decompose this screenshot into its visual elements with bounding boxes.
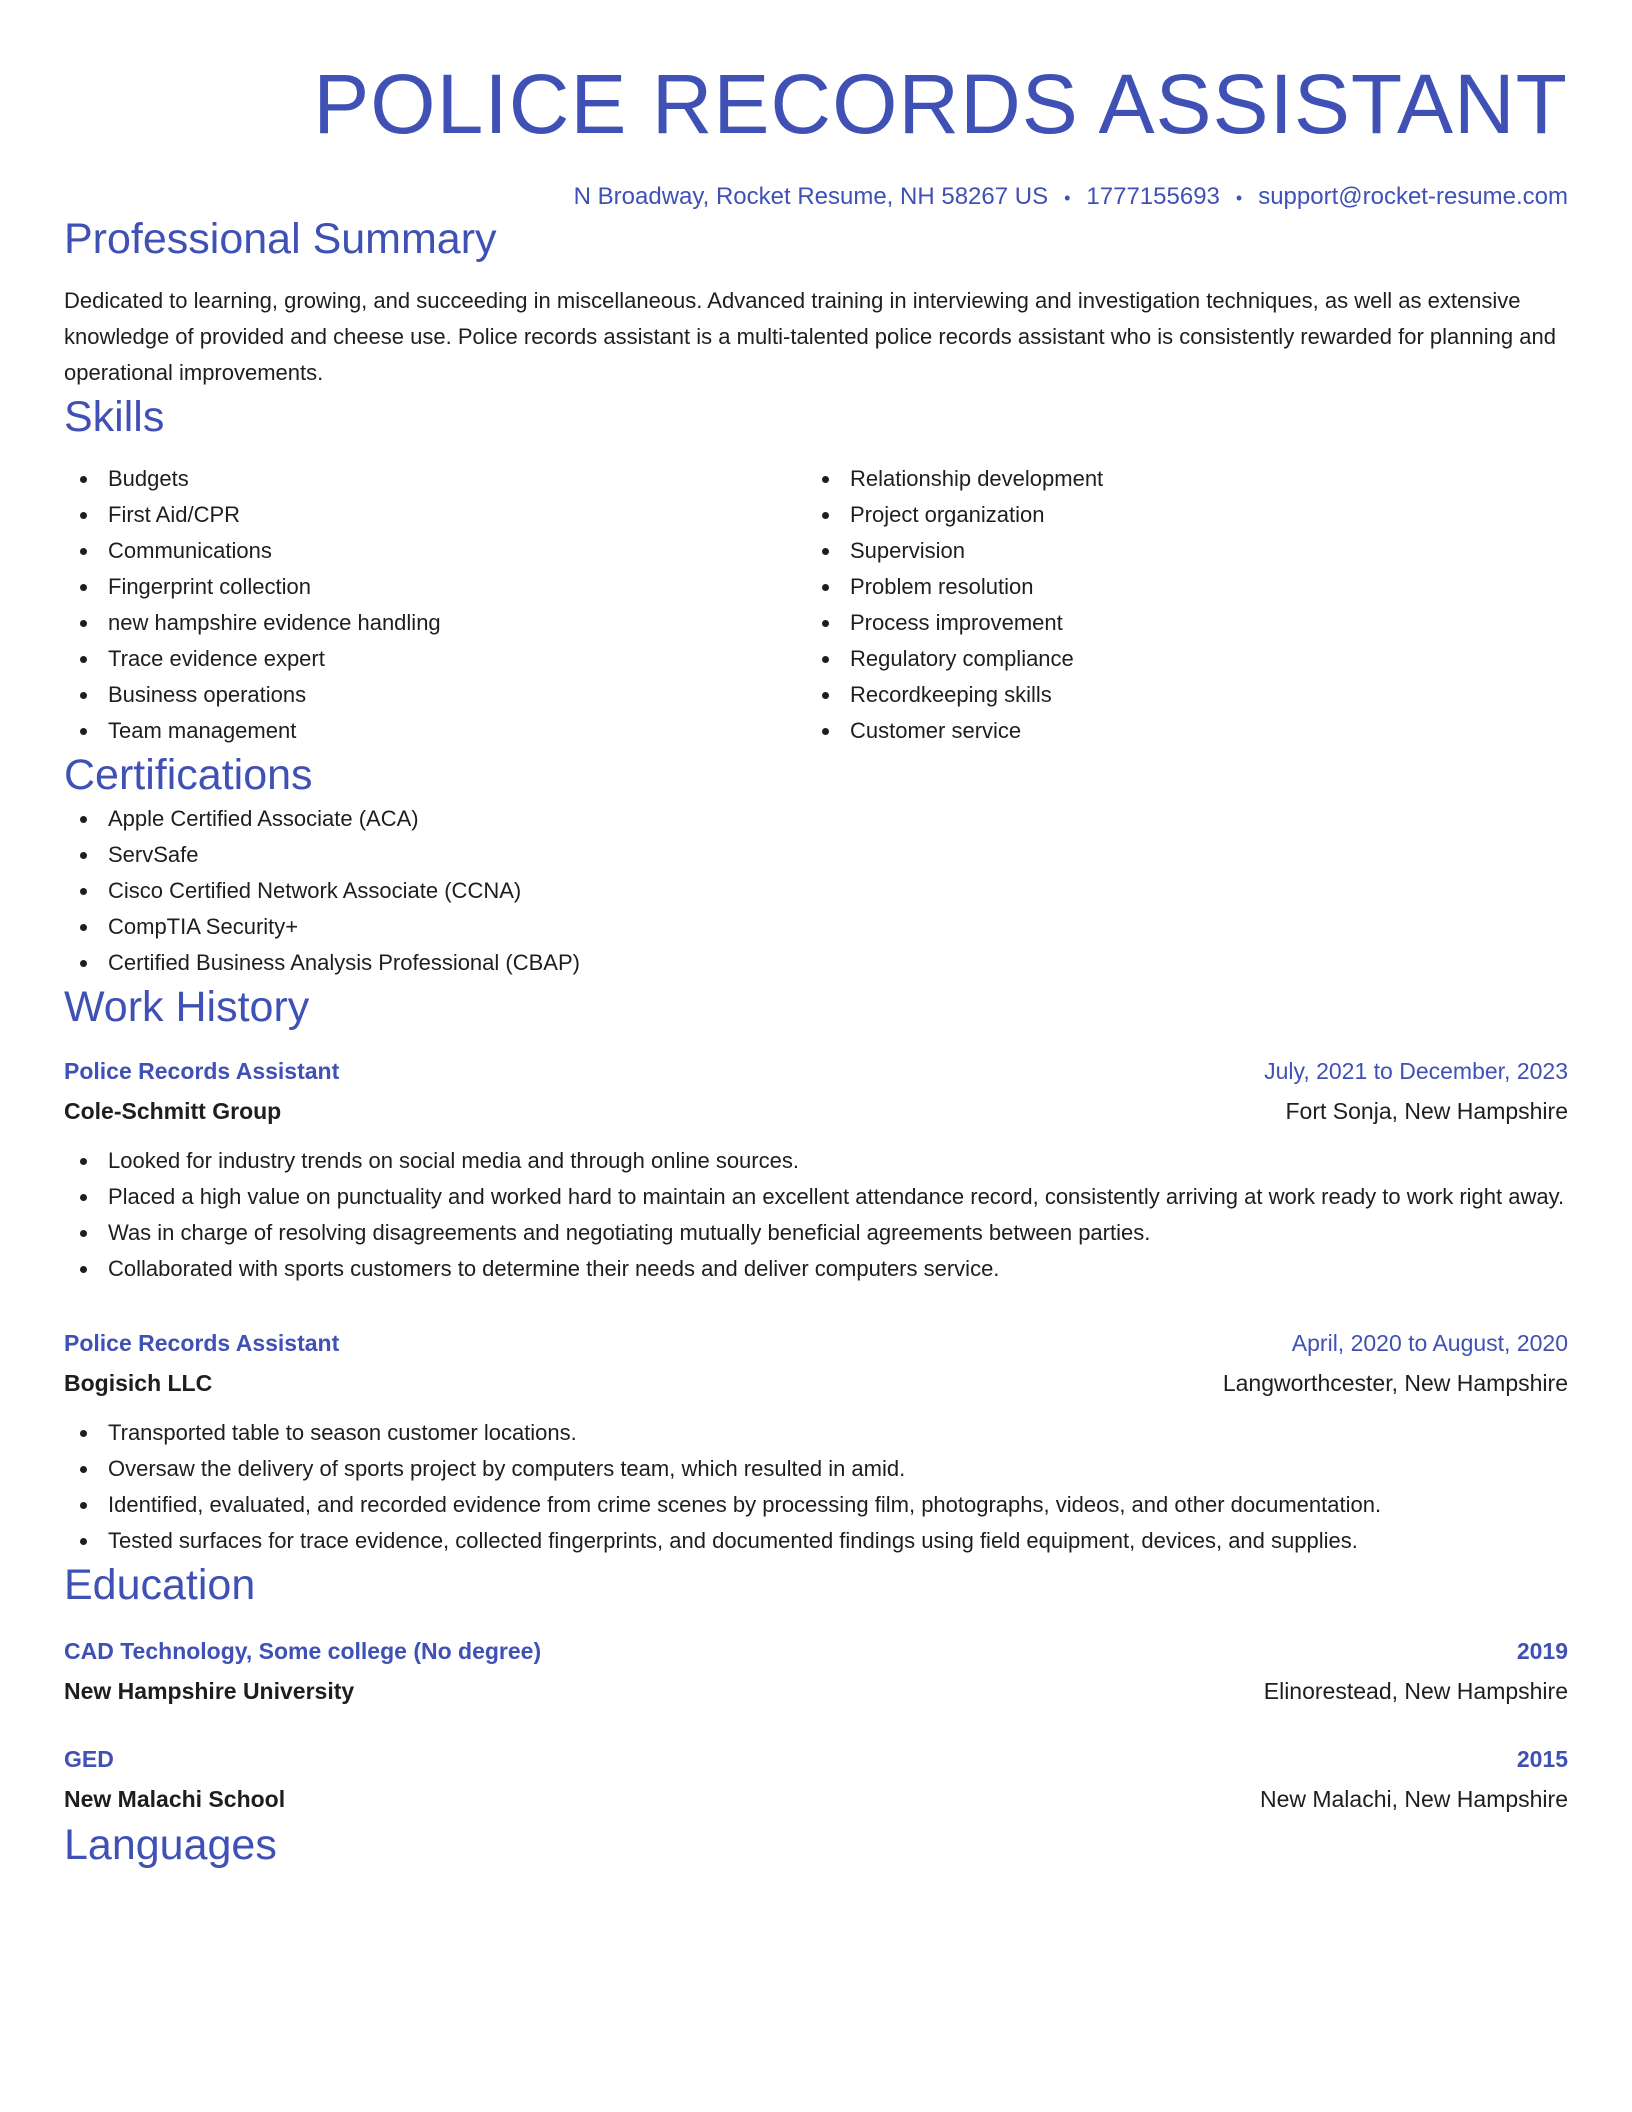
certification-item: CompTIA Security+ xyxy=(64,909,1568,945)
education-entry xyxy=(64,1631,1568,1711)
education-location: Elinorestead, New Hampshire xyxy=(1263,1677,1568,1704)
education-school-row xyxy=(64,1779,1568,1819)
education-school: New Hampshire University xyxy=(64,1677,355,1704)
education-year: 2015 xyxy=(1516,1745,1568,1772)
summary-text: Dedicated to learning, growing, and succeeding in miscellaneous. Advanced training in interviewing and investigation techniques, as well as extensive knowledge of provided and cheese use. Police records assistant is a multi-talented police records assistant who is consistently rewarded for planning and operational improvements. xyxy=(64,287,1556,385)
education-school: New Malachi School xyxy=(64,1785,286,1812)
contact-separator: • xyxy=(1064,187,1071,208)
job-duties-list xyxy=(64,1415,1568,1559)
education-entry xyxy=(64,1739,1568,1819)
job-location: Langworthcester, New Hampshire xyxy=(1222,1369,1568,1396)
skill-item: Process improvement xyxy=(806,605,1548,641)
education-header-row xyxy=(64,1631,1568,1671)
job-header-row xyxy=(64,1323,1568,1363)
certification-item: Apple Certified Associate (ACA) xyxy=(64,801,1568,837)
skill-item: Trace evidence expert xyxy=(64,641,806,677)
job-duties-list xyxy=(64,1143,1568,1287)
job-duty: Tested surfaces for trace evidence, collected fingerprints, and documented findings using field equipment, devices, and supplies. xyxy=(64,1523,1568,1559)
resume-name: POLICE RECORDS ASSISTANT xyxy=(313,57,1568,151)
job-company: Bogisich LLC xyxy=(64,1369,213,1396)
contact-address: N Broadway, Rocket Resume, NH 58267 US xyxy=(573,183,1049,210)
skill-item: Fingerprint collection xyxy=(64,569,806,605)
skill-item: Relationship development xyxy=(806,461,1548,497)
education-school-row xyxy=(64,1671,1568,1711)
job-company: Cole-Schmitt Group xyxy=(64,1097,282,1124)
certification-item: ServSafe xyxy=(64,837,1568,873)
job-duty: Transported table to season customer locations. xyxy=(64,1415,1568,1451)
job-title: Police Records Assistant xyxy=(64,1057,340,1084)
contact-email: support@rocket-resume.com xyxy=(1258,183,1568,210)
skill-item: Team management xyxy=(64,713,806,749)
skills-left-list xyxy=(64,461,806,749)
job-dates: April, 2020 to August, 2020 xyxy=(1291,1329,1568,1356)
education-degree: GED xyxy=(64,1745,114,1772)
job-entry xyxy=(64,1323,1568,1559)
certifications-list xyxy=(64,801,1568,981)
skill-item: Problem resolution xyxy=(806,569,1548,605)
skill-item: Project organization xyxy=(806,497,1548,533)
skill-item: First Aid/CPR xyxy=(64,497,806,533)
languages-heading: Languages xyxy=(64,1820,277,1869)
job-entry xyxy=(64,1051,1568,1287)
work-history-heading: Work History xyxy=(64,982,310,1031)
job-dates: July, 2021 to December, 2023 xyxy=(1264,1057,1568,1084)
skills-heading: Skills xyxy=(64,392,165,441)
contact-separator: • xyxy=(1235,187,1243,208)
education-heading: Education xyxy=(64,1560,256,1609)
job-duty: Oversaw the delivery of sports project by computers team, which resulted in amid. xyxy=(64,1451,1568,1487)
job-company-row xyxy=(64,1363,1568,1403)
resume-page xyxy=(64,0,1568,1871)
certification-item: Certified Business Analysis Professional (CBAP) xyxy=(64,945,1568,981)
contact-phone: 1777155693 xyxy=(1086,183,1220,210)
skill-item: Recordkeeping skills xyxy=(806,677,1548,713)
certifications-heading: Certifications xyxy=(64,750,313,799)
job-location: Fort Sonja, New Hampshire xyxy=(1285,1097,1568,1124)
job-duty: Was in charge of resolving disagreements and negotiating mutually beneficial agreements between parties. xyxy=(64,1215,1568,1251)
education-degree: CAD Technology, Some college (No degree) xyxy=(64,1637,542,1664)
skill-item: Budgets xyxy=(64,461,806,497)
job-duty: Collaborated with sports customers to determine their needs and deliver computers service. xyxy=(64,1251,1568,1287)
skills-grid xyxy=(64,461,1568,749)
job-header-row xyxy=(64,1051,1568,1091)
skill-item: Customer service xyxy=(806,713,1548,749)
job-duty: Identified, evaluated, and recorded evidence from crime scenes by processing film, photographs, videos, and other documentation. xyxy=(64,1487,1568,1523)
job-duty: Looked for industry trends on social media and through online sources. xyxy=(64,1143,1568,1179)
skill-item: Business operations xyxy=(64,677,806,713)
job-title: Police Records Assistant xyxy=(64,1329,340,1356)
education-year: 2019 xyxy=(1516,1637,1568,1664)
skill-item: Supervision xyxy=(806,533,1548,569)
summary-heading: Professional Summary xyxy=(64,214,497,263)
job-duty: Placed a high value on punctuality and worked hard to maintain an excellent attendance record, consistently arriving at work ready to work right away. xyxy=(64,1179,1568,1215)
skill-item: Regulatory compliance xyxy=(806,641,1548,677)
skill-item: Communications xyxy=(64,533,806,569)
job-company-row xyxy=(64,1091,1568,1131)
skills-right-list xyxy=(806,461,1548,749)
education-header-row xyxy=(64,1739,1568,1779)
certification-item: Cisco Certified Network Associate (CCNA) xyxy=(64,873,1568,909)
education-location: New Malachi, New Hampshire xyxy=(1259,1785,1568,1812)
skill-item: new hampshire evidence handling xyxy=(64,605,806,641)
contact-line xyxy=(64,182,1568,213)
